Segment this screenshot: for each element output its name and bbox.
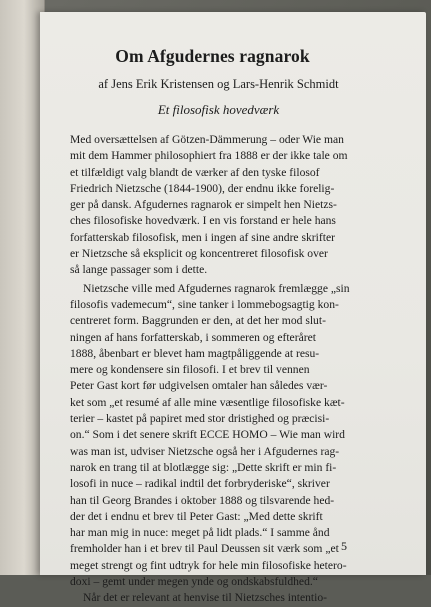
text-line: narok en trang til at blotlægge sig: „Dette skrift er min fi- bbox=[70, 460, 337, 474]
previous-page-edge bbox=[0, 0, 45, 575]
chapter-authors: af Jens Erik Kristensen og Lars-Henrik Schmidt bbox=[98, 77, 339, 91]
paragraph-2 bbox=[70, 281, 355, 607]
text-line: Nietzsche ville med Afgudernes ragnarok fremlægge „sin bbox=[83, 281, 350, 295]
text-line: doxi – gemt under megen ynde og ondskabsfuldhed.“ bbox=[70, 575, 318, 589]
text-line: on.“ Som i det senere skrift ECCE HOMO – Wie man wird bbox=[70, 428, 345, 442]
text-line: ningen af hans forfatterskab, i sommeren og efteråret bbox=[70, 330, 316, 344]
text-line: Med oversættelsen af Götzen-Dämmerung – oder Wie man bbox=[70, 133, 344, 146]
chapter-title: Om Afgudernes ragnarok bbox=[115, 46, 310, 66]
text-line: ket som „et resumé af alle mine væsentlige filosofiske kæt- bbox=[70, 395, 345, 409]
text-line: Peter Gast kort før udgivelsen omtaler han således vær- bbox=[70, 379, 328, 393]
text-line: 1888, åbenbart er blevet ham magtpåliggende at resu- bbox=[70, 346, 320, 360]
text-line: Når det er relevant at henvise til Nietzsches intentio- bbox=[83, 591, 328, 605]
text-line: mit dem Hammer philosophiert fra 1888 er der ikke tale om bbox=[70, 149, 348, 163]
text-line: har man mig in nuce: meget på lidt plads.“ I samme ånd bbox=[70, 526, 330, 540]
text-line: ger på dansk. Afgudernes ragnarok er simpelt hen Nietzs- bbox=[70, 198, 337, 212]
text-line: losofi in nuce – radikal indtil det forbryderiske“, skriver bbox=[70, 477, 330, 491]
text-line: mere og kondensere sin filosofi. I et brev til vennen bbox=[70, 363, 310, 377]
text-line: centreret form. Baggrunden er den, at det her mod slut- bbox=[70, 314, 326, 328]
text-line: ches filosofiske hovedværk. I en vis forstand er hele hans bbox=[70, 214, 336, 228]
text-line: så lange passager som i dette. bbox=[70, 263, 208, 277]
text-line: was man ist, udviser Nietzsche også her i Afgudernes rag- bbox=[70, 444, 340, 458]
text-line: er Nietzsche så eksplicit og koncentreret filosofisk over bbox=[70, 247, 328, 261]
text-line: meget strengt og fint udtryk for hele min filosofiske hetero- bbox=[70, 558, 347, 572]
text-line: terier – kastet på papiret med stor dristighed og præcisi- bbox=[70, 412, 330, 426]
text-line: fremholder han i et brev til Paul Deussen sit værk som „et bbox=[70, 542, 339, 556]
text-line: han til Georg Brandes i oktober 1888 og tilsvarende hed- bbox=[70, 493, 335, 507]
text-line: forfatterskab filosofisk, men i ingen af sine andre skrifter bbox=[70, 230, 335, 244]
text-line: et tilfældigt valg blandt de værker af den tyske filosof bbox=[70, 165, 320, 179]
chapter-subtitle: Et filosofisk hovedværk bbox=[157, 102, 280, 117]
text-line: der det i endnu et brev til Peter Gast: „Med dette skrift bbox=[70, 509, 323, 523]
text-line: filosofis vademecum“, sine tanker i lommebogsagtig kon- bbox=[70, 297, 339, 311]
paragraph-1 bbox=[70, 132, 355, 279]
text-line: Friedrich Nietzsche (1844-1900), der endnu ikke forelig- bbox=[70, 181, 335, 195]
page-content bbox=[70, 45, 355, 607]
page-number: 5 bbox=[341, 539, 347, 553]
